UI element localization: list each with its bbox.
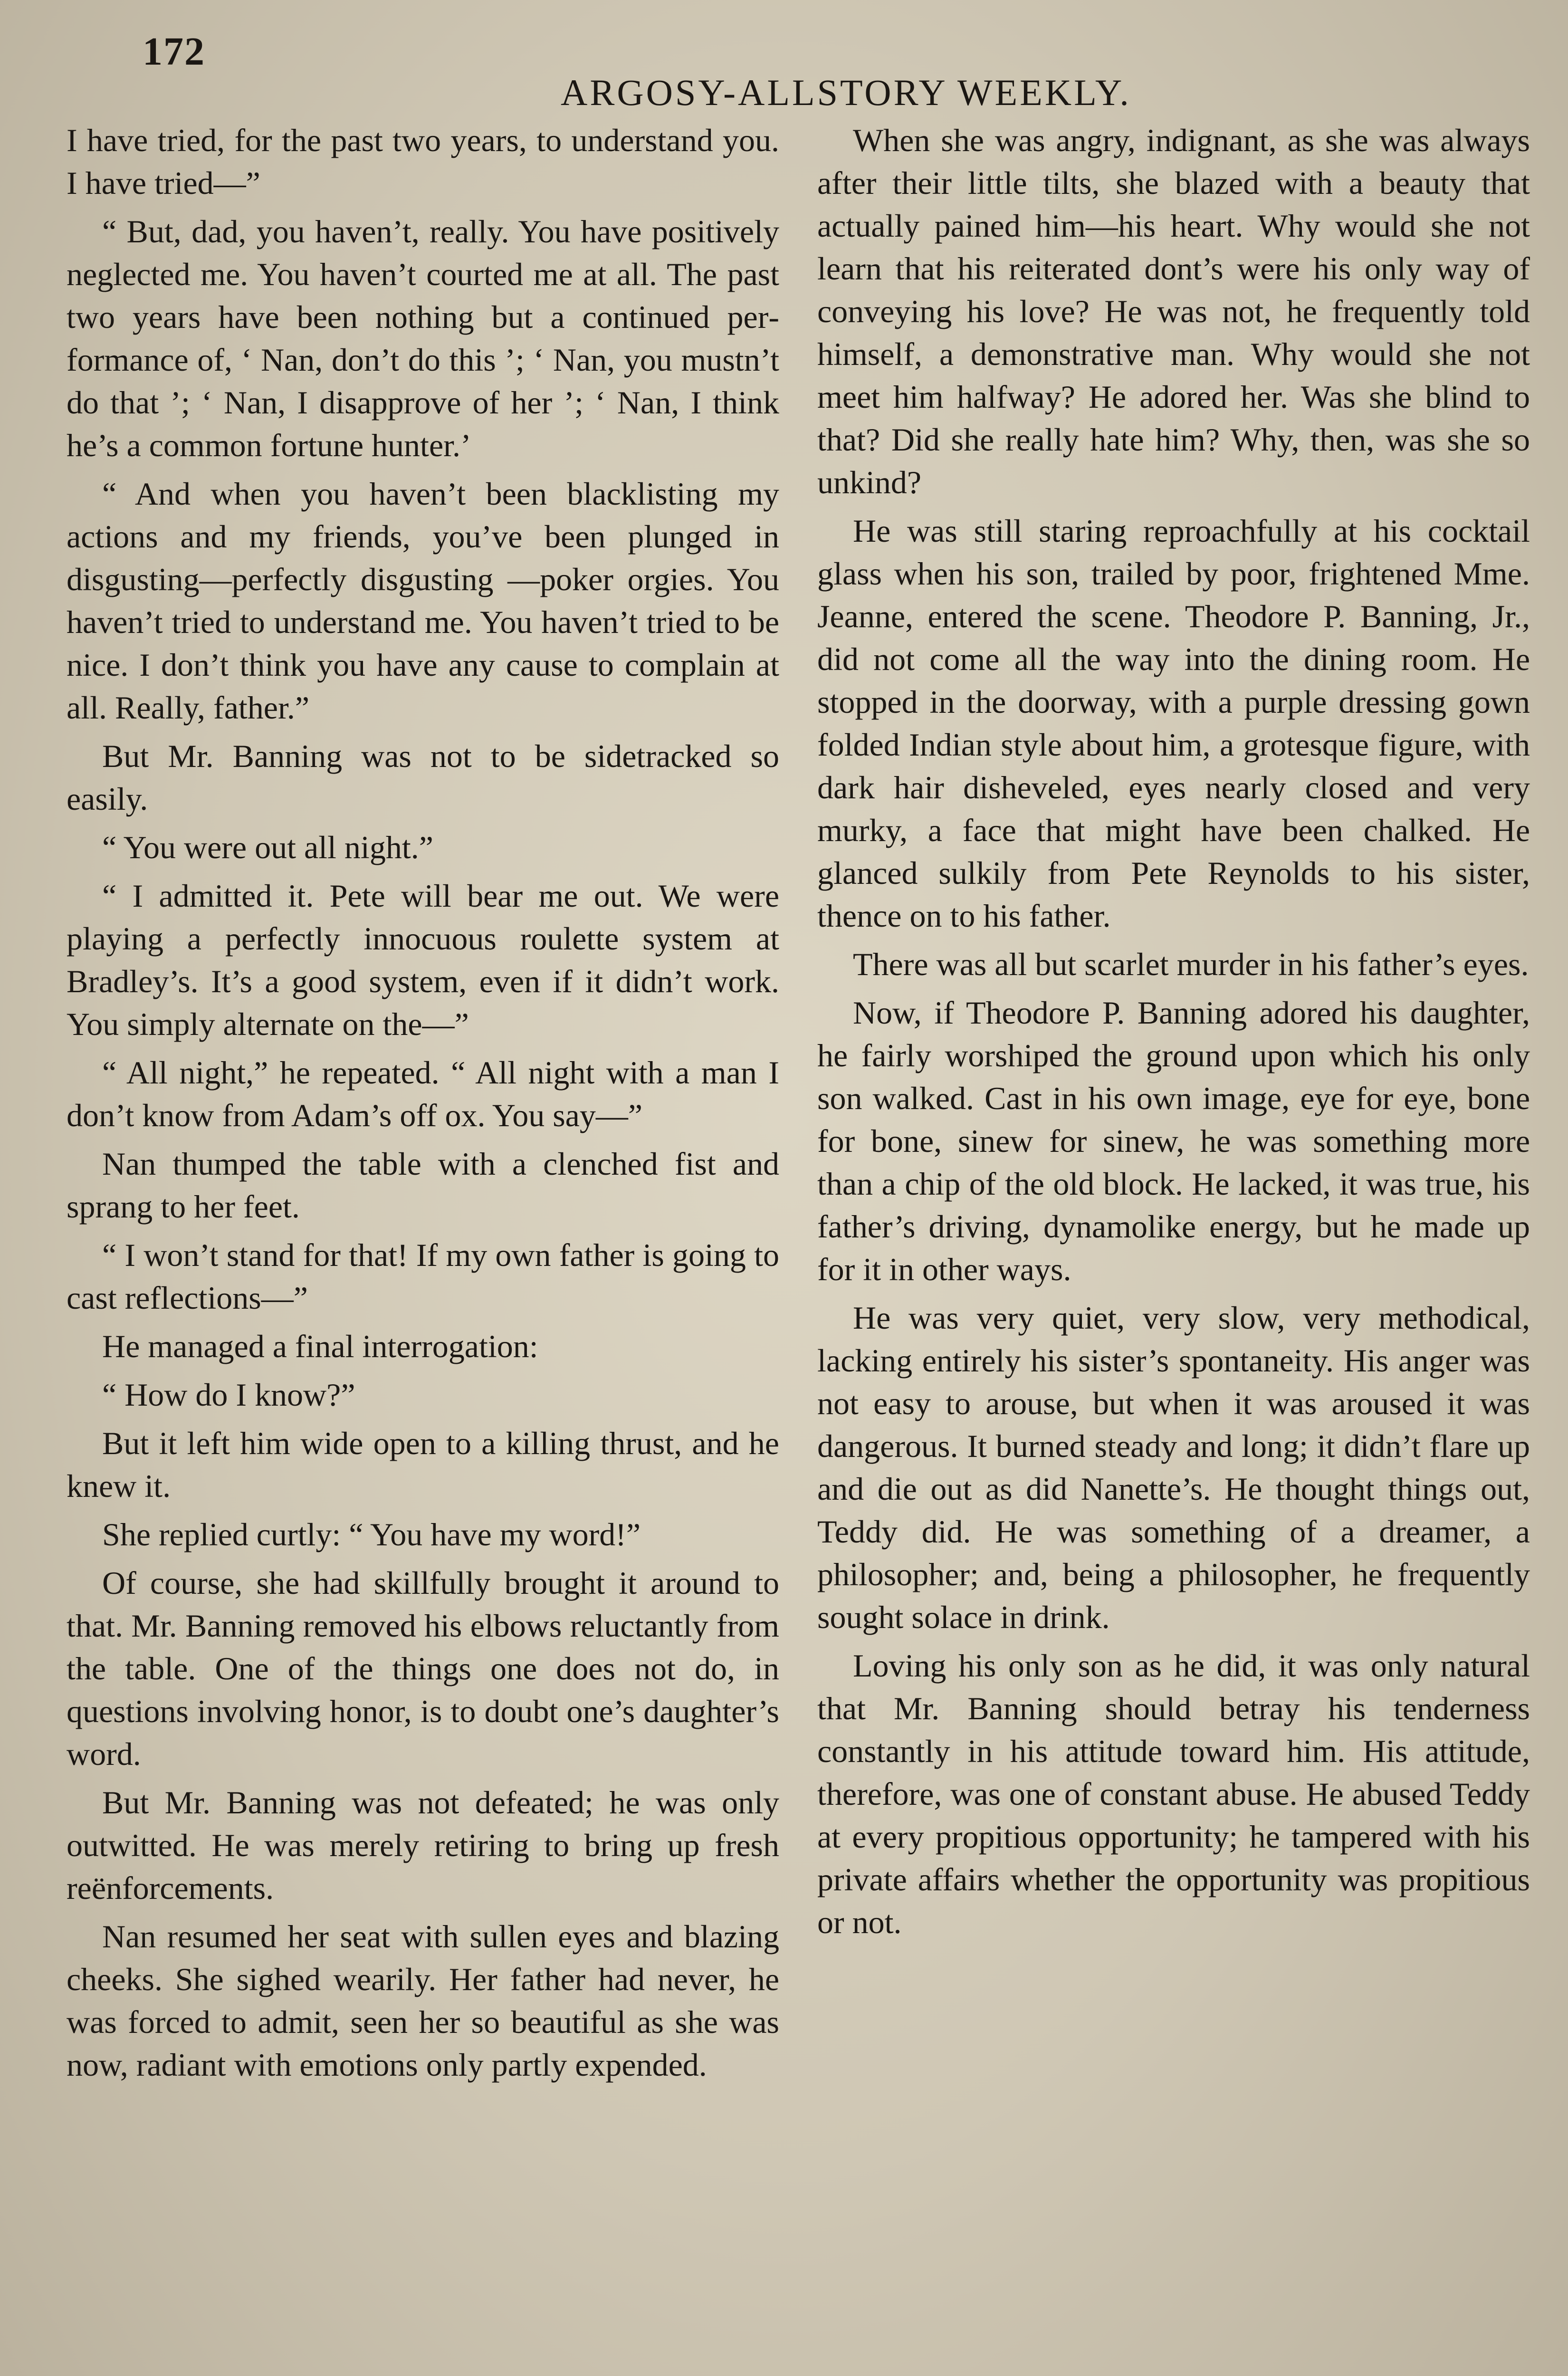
paragraph: “ All night,” he repeated. “ All night with a man I don’t know from Adam’s off ox. You say—” xyxy=(67,1054,779,1133)
paragraph: I have tried, for the past two years, to understand you. I have tried—” xyxy=(67,122,779,201)
paragraph: “ You were out all night.” xyxy=(102,829,433,865)
paragraph: But Mr. Banning was not to be sidetracked so easily. xyxy=(67,738,779,817)
paragraph: Now, if Theodore P. Banning adored his daughter, he fairly worshiped the ground upon which his only son walked. Cast in his own image, eye for eye, bone for bone, sinew for sinew, he was something more than a chip of the old block. He lacked, it was true, his father’s driving, dynamolike energy, but he made up for it in other ways. xyxy=(817,995,1530,1287)
running-head: ARGOSY-ALLSTORY WEEKLY. xyxy=(561,72,1131,113)
paragraph: “ I admitted it. Pete will bear me out. We were playing a perfectly innocuous roulette system at Bradley’s. It’s a good system, even if it didn’t work. You simply alternate on the—” xyxy=(67,878,779,1042)
page-number: 172 xyxy=(143,29,205,74)
paragraph: “ How do I know?” xyxy=(102,1377,355,1413)
paragraph: Nan thumped the table with a clenched fist and sprang to her feet. xyxy=(67,1146,779,1225)
left-column xyxy=(67,119,779,2092)
paragraph: Of course, she had skillfully brought it around to that. Mr. Banning removed his elbows reluctantly from the table. One of the things one does not do, in questions involving honor, is to doubt one’s daughter’s word. xyxy=(67,1565,779,1772)
paragraph: He managed a final interrogation: xyxy=(102,1328,538,1364)
paragraph: But it left him wide open to a killing thrust, and he knew it. xyxy=(67,1425,779,1504)
paragraph: He was very quiet, very slow, very methodical, lacking entirely his sister’s spontaneity. His anger was not easy to arouse, but when it was aroused it was dangerous. It burned steady and long; it didn’t flare up and die out as did Nanette’s. He thought things out, Teddy did. He was something of a dreamer, a philosopher; and, being a philosopher, he frequently sought solace in drink. xyxy=(817,1300,1530,1635)
paragraph: Nan resumed her seat with sullen eyes and blazing cheeks. She sighed wearily. Her father had never, he was forced to admit, seen her so beautiful as she was now, radiant with emotions only partly expended. xyxy=(67,1918,779,2083)
paragraph: “ I won’t stand for that! If my own father is going to cast reflections—” xyxy=(67,1237,779,1316)
paragraph: He was still staring reproachfully at his cocktail glass when his son, trailed by poor, frightened Mme. Jeanne, entered the scene. Theodore P. Banning, Jr., did not come all the way into the dining room. He stopped in the doorway, with a purple dressing gown folded Indian style about him, a grotesque figure, with dark hair disheveled, eyes nearly closed and very murky, a face that might have been chalked. He glanced sulkily from Pete Reynolds to his sister, thence on to his father. xyxy=(817,513,1530,934)
paragraph: When she was angry, indignant, as she was always after their little tilts, she blazed with a beauty that actually pained him—his heart. Why would she not learn that his reiterated dont’s were his only way of conveying his love? He was not, he frequently told himself, a demonstrative man. Why would she not meet him halfway? He adored her. Was she blind to that? Did she really hate him? Why, then, was she so unkind? xyxy=(817,122,1530,500)
right-column xyxy=(817,119,1530,1949)
paragraph: Loving his only son as he did, it was only natural that Mr. Banning should betray his tenderness constantly in his attitude toward him. His attitude, therefore, was one of constant abuse. He abused Teddy at every propitious opportunity; he tampered with his private affairs whether the opportunity was propitious or not. xyxy=(817,1648,1530,1940)
paragraph: But Mr. Banning was not defeated; he was only outwitted. He was merely retiring to bring up fresh reënforcements. xyxy=(67,1784,779,1906)
paragraph: “ But, dad, you haven’t, really. You have positively neglected me. You haven’t courted me at all. The past two years have been nothing but a continued performance of, ‘ Nan, don’t do this ’; ‘ Nan, you mustn’t do that ’; ‘ Nan, I disapprove of her ’; ‘ Nan, I think he’s a common fortune hunter.’ xyxy=(67,213,779,463)
paragraph: There was all but scarlet murder in his father’s eyes. xyxy=(853,946,1529,982)
paragraph: “ And when you haven’t been blacklisting my actions and my friends, you’ve been plunged in disgusting—perfectly disgusting —poker orgies. You haven’t tried to understand me. You haven’t tried to be nice. I don’t think you have any cause to complain at all. Really, father.” xyxy=(67,476,779,726)
paragraph: She replied curtly: “ You have my word!” xyxy=(102,1516,641,1552)
